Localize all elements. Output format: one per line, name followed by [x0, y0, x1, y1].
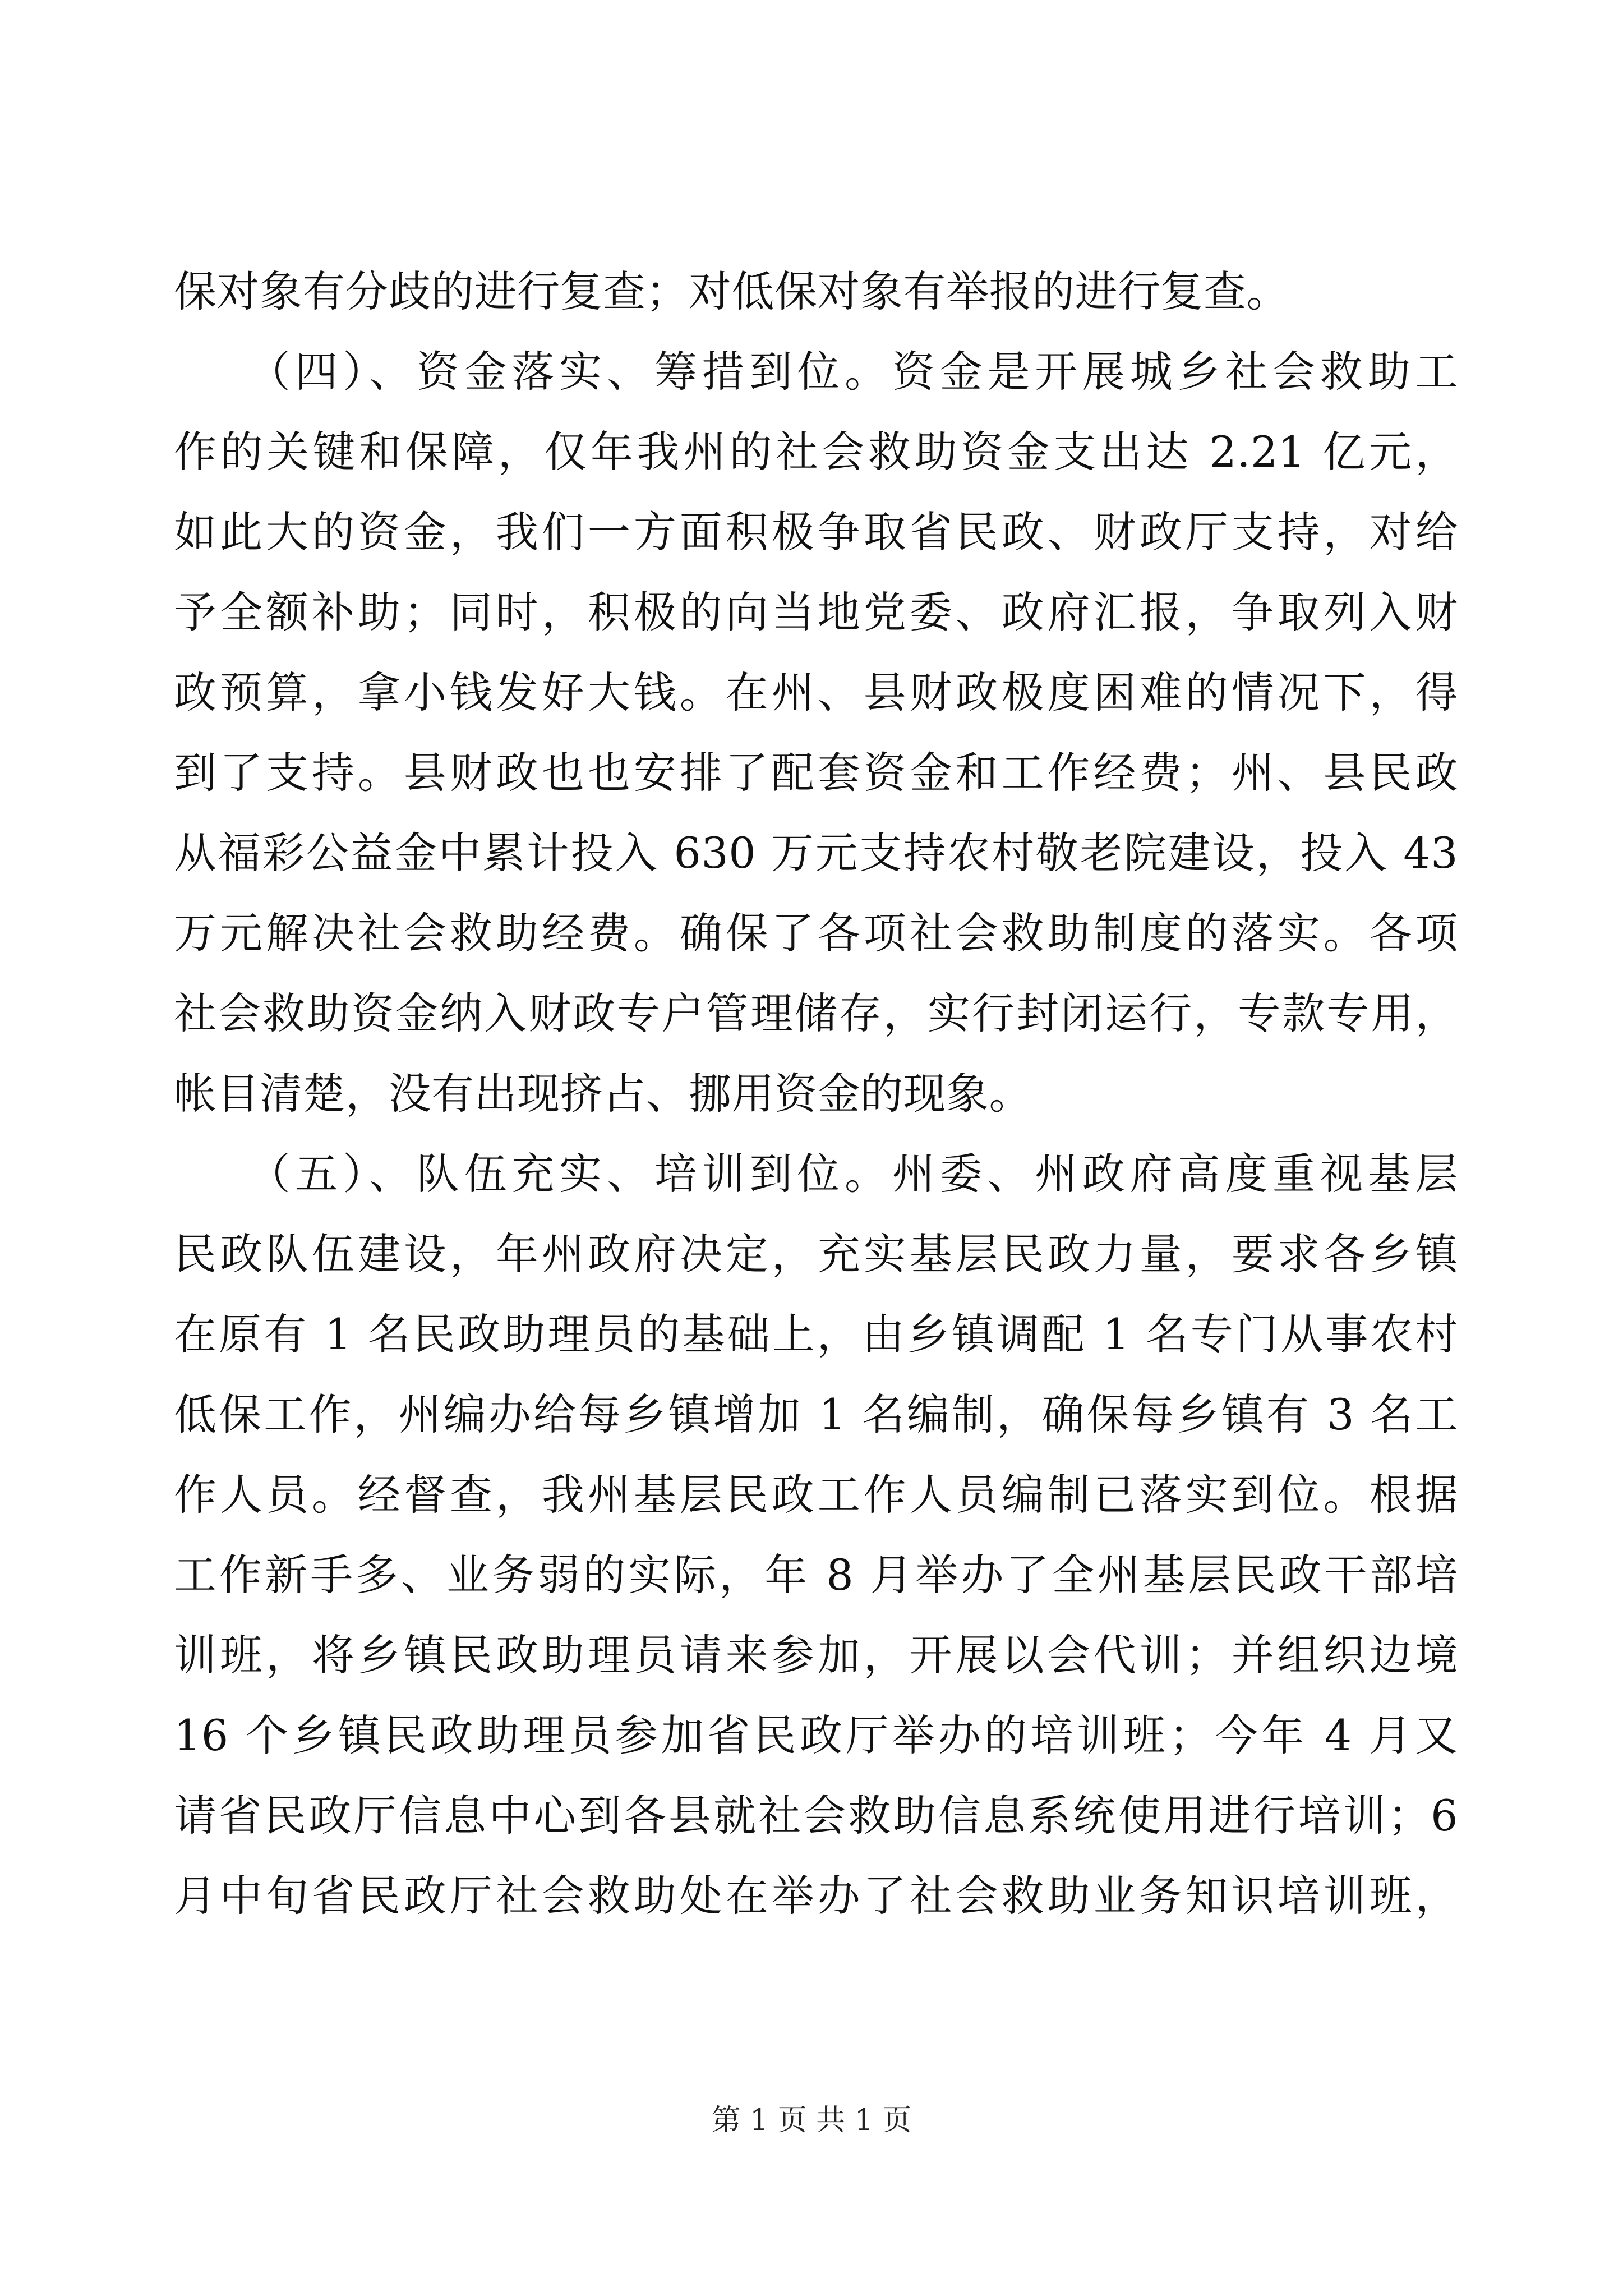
text-line: 月中旬省民政厅社会救助处在举办了社会救助业务知识培训班， — [174, 1871, 1458, 1921]
text-line: 工作新手多、业务弱的实际，年 8 月举办了全州基层民政干部培 — [174, 1550, 1458, 1600]
text-line: 从福彩公益金中累计投入 630 万元支持农村敬老院建设，投入 43 — [174, 828, 1458, 878]
page-footer — [0, 2101, 1623, 2140]
text-line: 帐目清楚，没有出现挤占、挪用资金的现象。 — [174, 1069, 1032, 1119]
text-line: 予全额补助；同时，积极的向当地党委、政府汇报，争取列入财 — [174, 587, 1458, 637]
text-line: 如此大的资金，我们一方面积极争取省民政、财政厅支持，对给 — [174, 507, 1458, 557]
text-line: 请省民政厅信息中心到各县就社会救助信息系统使用进行培训；6 — [174, 1791, 1458, 1841]
text-line: （四）、资金落实、筹措到位。资金是开展城乡社会救助工 — [174, 347, 1458, 397]
page-number-label: 第 1 页 共 1 页 — [711, 2104, 912, 2137]
text-line: （五）、队伍充实、培训到位。州委、州政府高度重视基层 — [174, 1149, 1458, 1199]
body-text — [174, 251, 1458, 1936]
text-line: 低保工作，州编办给每乡镇增加 1 名编制，确保每乡镇有 3 名工 — [174, 1389, 1458, 1439]
text-line: 在原有 1 名民政助理员的基础上，由乡镇调配 1 名专门从事农村 — [174, 1309, 1458, 1359]
text-line: 作的关键和保障，仅年我州的社会救助资金支出达 2.21 亿元， — [174, 427, 1458, 477]
text-line: 社会救助资金纳入财政专户管理储存，实行封闭运行，专款专用， — [174, 988, 1458, 1038]
text-line: 训班，将乡镇民政助理员请来参加，开展以会代训；并组织边境 — [174, 1630, 1458, 1680]
text-line: 保对象有分歧的进行复查；对低保对象有举报的进行复查。 — [174, 266, 1289, 316]
text-line: 作人员。经督查，我州基层民政工作人员编制已落实到位。根据 — [174, 1470, 1458, 1520]
text-line: 16 个乡镇民政助理员参加省民政厅举办的培训班；今年 4 月又 — [174, 1710, 1458, 1760]
text-line: 到了支持。县财政也也安排了配套资金和工作经费；州、县民政 — [174, 748, 1458, 798]
text-line: 政预算，拿小钱发好大钱。在州、县财政极度困难的情况下，得 — [174, 668, 1458, 717]
text-line: 民政队伍建设，年州政府决定，充实基层民政力量，要求各乡镇 — [174, 1229, 1458, 1279]
text-line: 万元解决社会救助经费。确保了各项社会救助制度的落实。各项 — [174, 908, 1458, 958]
